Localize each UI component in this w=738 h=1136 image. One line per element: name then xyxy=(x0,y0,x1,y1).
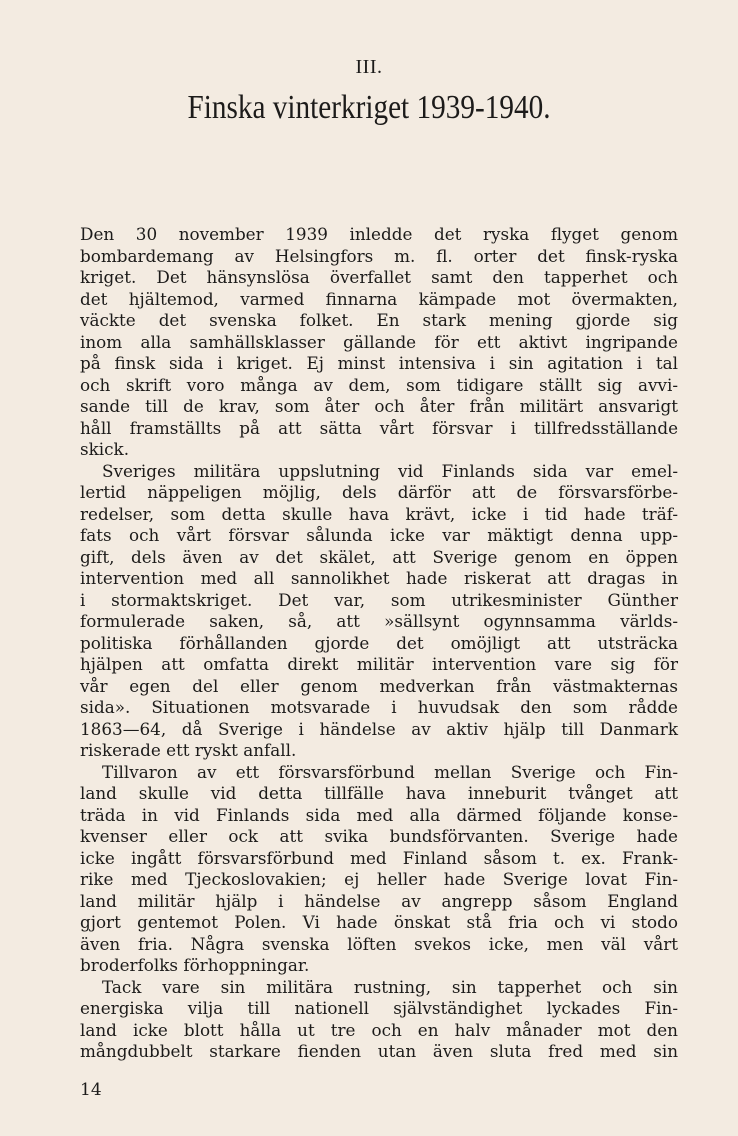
text-line: mångdubbelt starkare fienden utan även sluta fred med sin xyxy=(80,1041,678,1061)
text-line: formulerade saken, så, att »sällsynt ogynnsamma världs- xyxy=(80,611,678,631)
text-line: sida». Situationen motsvarade i huvudsak den som rådde xyxy=(80,697,678,717)
text-line: energiska vilja till nationell självständighet lyckades Fin- xyxy=(80,998,678,1018)
text-line: inom alla samhällsklasser gällande för ett aktivt ingripande xyxy=(80,331,678,352)
text-line: land militär hjälp i händelse av angrepp såsom England xyxy=(80,890,678,911)
text-line: redelser, som detta skulle hava krävt, icke i tid hade träf- xyxy=(80,503,678,524)
text-line: 1863—64, då Sverige i händelse av aktiv hjälp till Danmark xyxy=(80,718,678,739)
chapter-title: Finska vinterkriget 1939-1940. xyxy=(187,89,551,126)
text-line: sande till de krav, som åter och åter från militärt ansvarigt xyxy=(80,396,678,416)
chapter-number: III. xyxy=(355,56,383,78)
paragraph xyxy=(80,762,678,977)
page-number: 14 xyxy=(80,1080,102,1100)
paragraph xyxy=(80,977,678,1063)
text-line: politiska förhållanden gjorde det omöjligt att utsträcka xyxy=(80,632,678,653)
text-line: väckte det svenska folket. En stark mening gjorde sig xyxy=(80,310,678,330)
text-line: vår egen del eller genom medverkan från västmakternas xyxy=(80,675,678,696)
text-line: broderfolks förhoppningar. xyxy=(80,955,310,975)
text-line: land skulle vid detta tillfälle hava inneburit tvånget att xyxy=(80,783,678,803)
text-line: lertid näppeligen möjlig, dels därför att de försvarsförbe- xyxy=(80,482,678,502)
text-line: även fria. Några svenska löften svekos icke, men väl vårt xyxy=(80,933,678,954)
text-line: kvenser eller ock att svika bundsförvanten. Sverige hade xyxy=(80,826,678,846)
text-line: på finsk sida i kriget. Ej minst intensiva i sin agitation i tal xyxy=(80,353,678,373)
text-line: icke ingått försvarsförbund med Finland såsom t. ex. Frank- xyxy=(80,847,678,868)
text-line: håll framställts på att sätta vårt försvar i tillfredsställande xyxy=(80,417,678,438)
body-text xyxy=(80,224,678,1063)
text-line: bombardemang av Helsingfors m. fl. orter det finsk-ryska xyxy=(80,245,678,266)
paragraph xyxy=(80,461,678,762)
text-line: land icke blott hålla ut tre och en halv månader mot den xyxy=(80,1019,678,1040)
text-line: och skrift voro många av dem, som tidigare ställt sig avvi- xyxy=(80,374,678,395)
text-line: kriget. Det hänsynslösa överfallet samt den tapperhet och xyxy=(80,267,678,287)
text-line: riskerade ett ryskt anfall. xyxy=(80,740,297,760)
text-line: träda in vid Finlands sida med alla därmed följande konse- xyxy=(80,804,678,825)
paragraph xyxy=(80,224,678,461)
text-line: skick. xyxy=(80,439,130,459)
text-line: intervention med all sannolikhet hade riskerat att dragas in xyxy=(80,568,678,588)
text-line: i stormaktskriget. Det var, som utrikesminister Günther xyxy=(80,589,678,610)
text-line: Sveriges militära uppslutning vid Finlands sida var emel- xyxy=(102,460,678,481)
text-line: Tack vare sin militära rustning, sin tapperhet och sin xyxy=(102,976,678,997)
text-line: gjort gentemot Polen. Vi hade önskat stå fria och vi stodo xyxy=(80,912,678,932)
text-line: Tillvaron av ett försvarsförbund mellan Sverige och Fin- xyxy=(102,761,678,782)
text-line: det hjältemod, varmed finnarna kämpade mot övermakten, xyxy=(80,288,678,309)
text-line: fats och vårt försvar sålunda icke var mäktigt denna upp- xyxy=(80,525,678,545)
text-line: Den 30 november 1939 inledde det ryska flyget genom xyxy=(80,224,678,244)
text-line: gift, dels även av det skälet, att Sverige genom en öppen xyxy=(80,546,678,567)
text-line: rike med Tjeckoslovakien; ej heller hade Sverige lovat Fin- xyxy=(80,869,678,889)
text-line: hjälpen att omfatta direkt militär intervention vare sig för xyxy=(80,654,678,674)
